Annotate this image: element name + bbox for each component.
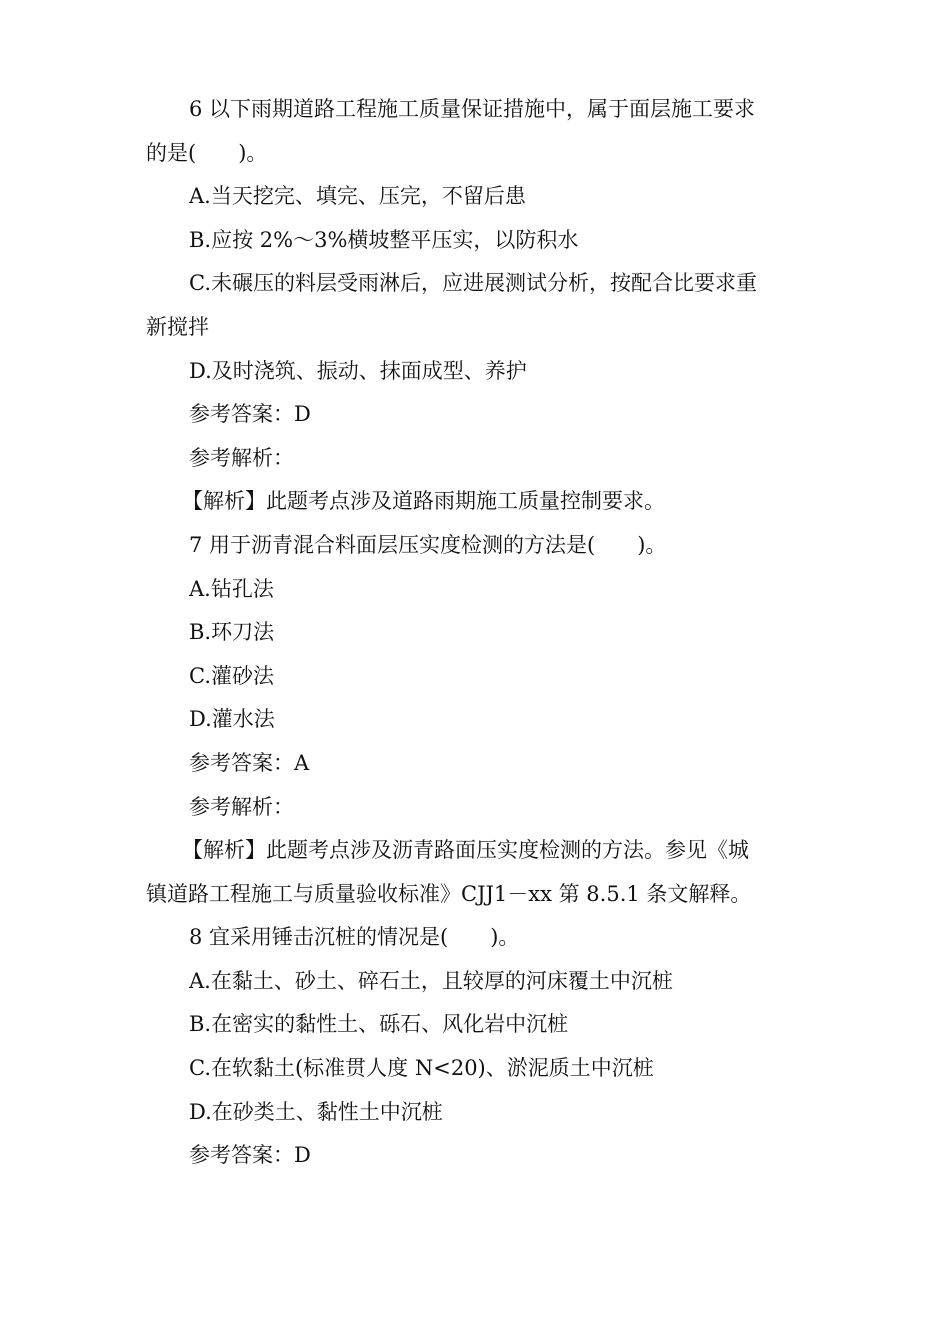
q7-analysis-line1: 【解析】此题考点涉及沥青路面压实度检测的方法。参见《城 xyxy=(182,838,749,863)
q7-option-b: B.环刀法 xyxy=(189,620,275,645)
q6-option-d: D.及时浇筑、振动、抹面成型、养护 xyxy=(189,358,527,383)
q8-option-d: D.在砂类土、黏性土中沉桩 xyxy=(189,1099,443,1124)
q6-stem-line1: 6 以下雨期道路工程施工质量保证措施中，属于面层施工要求 xyxy=(189,97,756,121)
q7-option-c: C.灌砂法 xyxy=(189,663,274,688)
q7-analysis-line2: 镇道路工程施工与质量验收标准》CJJ1－xx 第 8.5.1 条文解释。 xyxy=(146,881,752,906)
q8-option-c: C.在软黏土(标准贯人度 N<20)、淤泥质土中沉桩 xyxy=(189,1056,654,1081)
q6-analysis-label: 参考解析： xyxy=(189,445,294,470)
q7-analysis-label: 参考解析： xyxy=(189,794,294,819)
q7-option-a: A.钻孔法 xyxy=(189,576,274,601)
q8-answer: 参考答案：D xyxy=(189,1143,311,1168)
q6-option-a: A.当天挖完、填完、压完，不留后患 xyxy=(189,184,526,209)
q8-stem: 8 宜采用锤击沉桩的情况是( )。 xyxy=(189,925,520,950)
q8-option-a: A.在黏土、砂土、碎石土，且较厚的河床覆土中沉桩 xyxy=(189,968,673,993)
q6-answer: 参考答案：D xyxy=(189,402,311,427)
q7-stem: 7 用于沥青混合料面层压实度检测的方法是( )。 xyxy=(189,532,667,557)
q7-option-d: D.灌水法 xyxy=(189,707,275,732)
q8-option-b: B.在密实的黏性土、砾石、风化岩中沉桩 xyxy=(189,1012,569,1037)
q6-option-c-line2: 新搅拌 xyxy=(146,314,209,339)
q6-analysis: 【解析】此题考点涉及道路雨期施工质量控制要求。 xyxy=(182,489,665,514)
q7-answer: 参考答案：A xyxy=(189,750,310,775)
q6-stem-line2: 的是( )。 xyxy=(146,140,268,165)
q6-option-b: B.应按 2%～3%横坡整平压实，以防积水 xyxy=(189,227,579,252)
q6-option-c-line1: C.未碾压的料层受雨淋后，应进展测试分析，按配合比要求重 xyxy=(189,271,757,296)
